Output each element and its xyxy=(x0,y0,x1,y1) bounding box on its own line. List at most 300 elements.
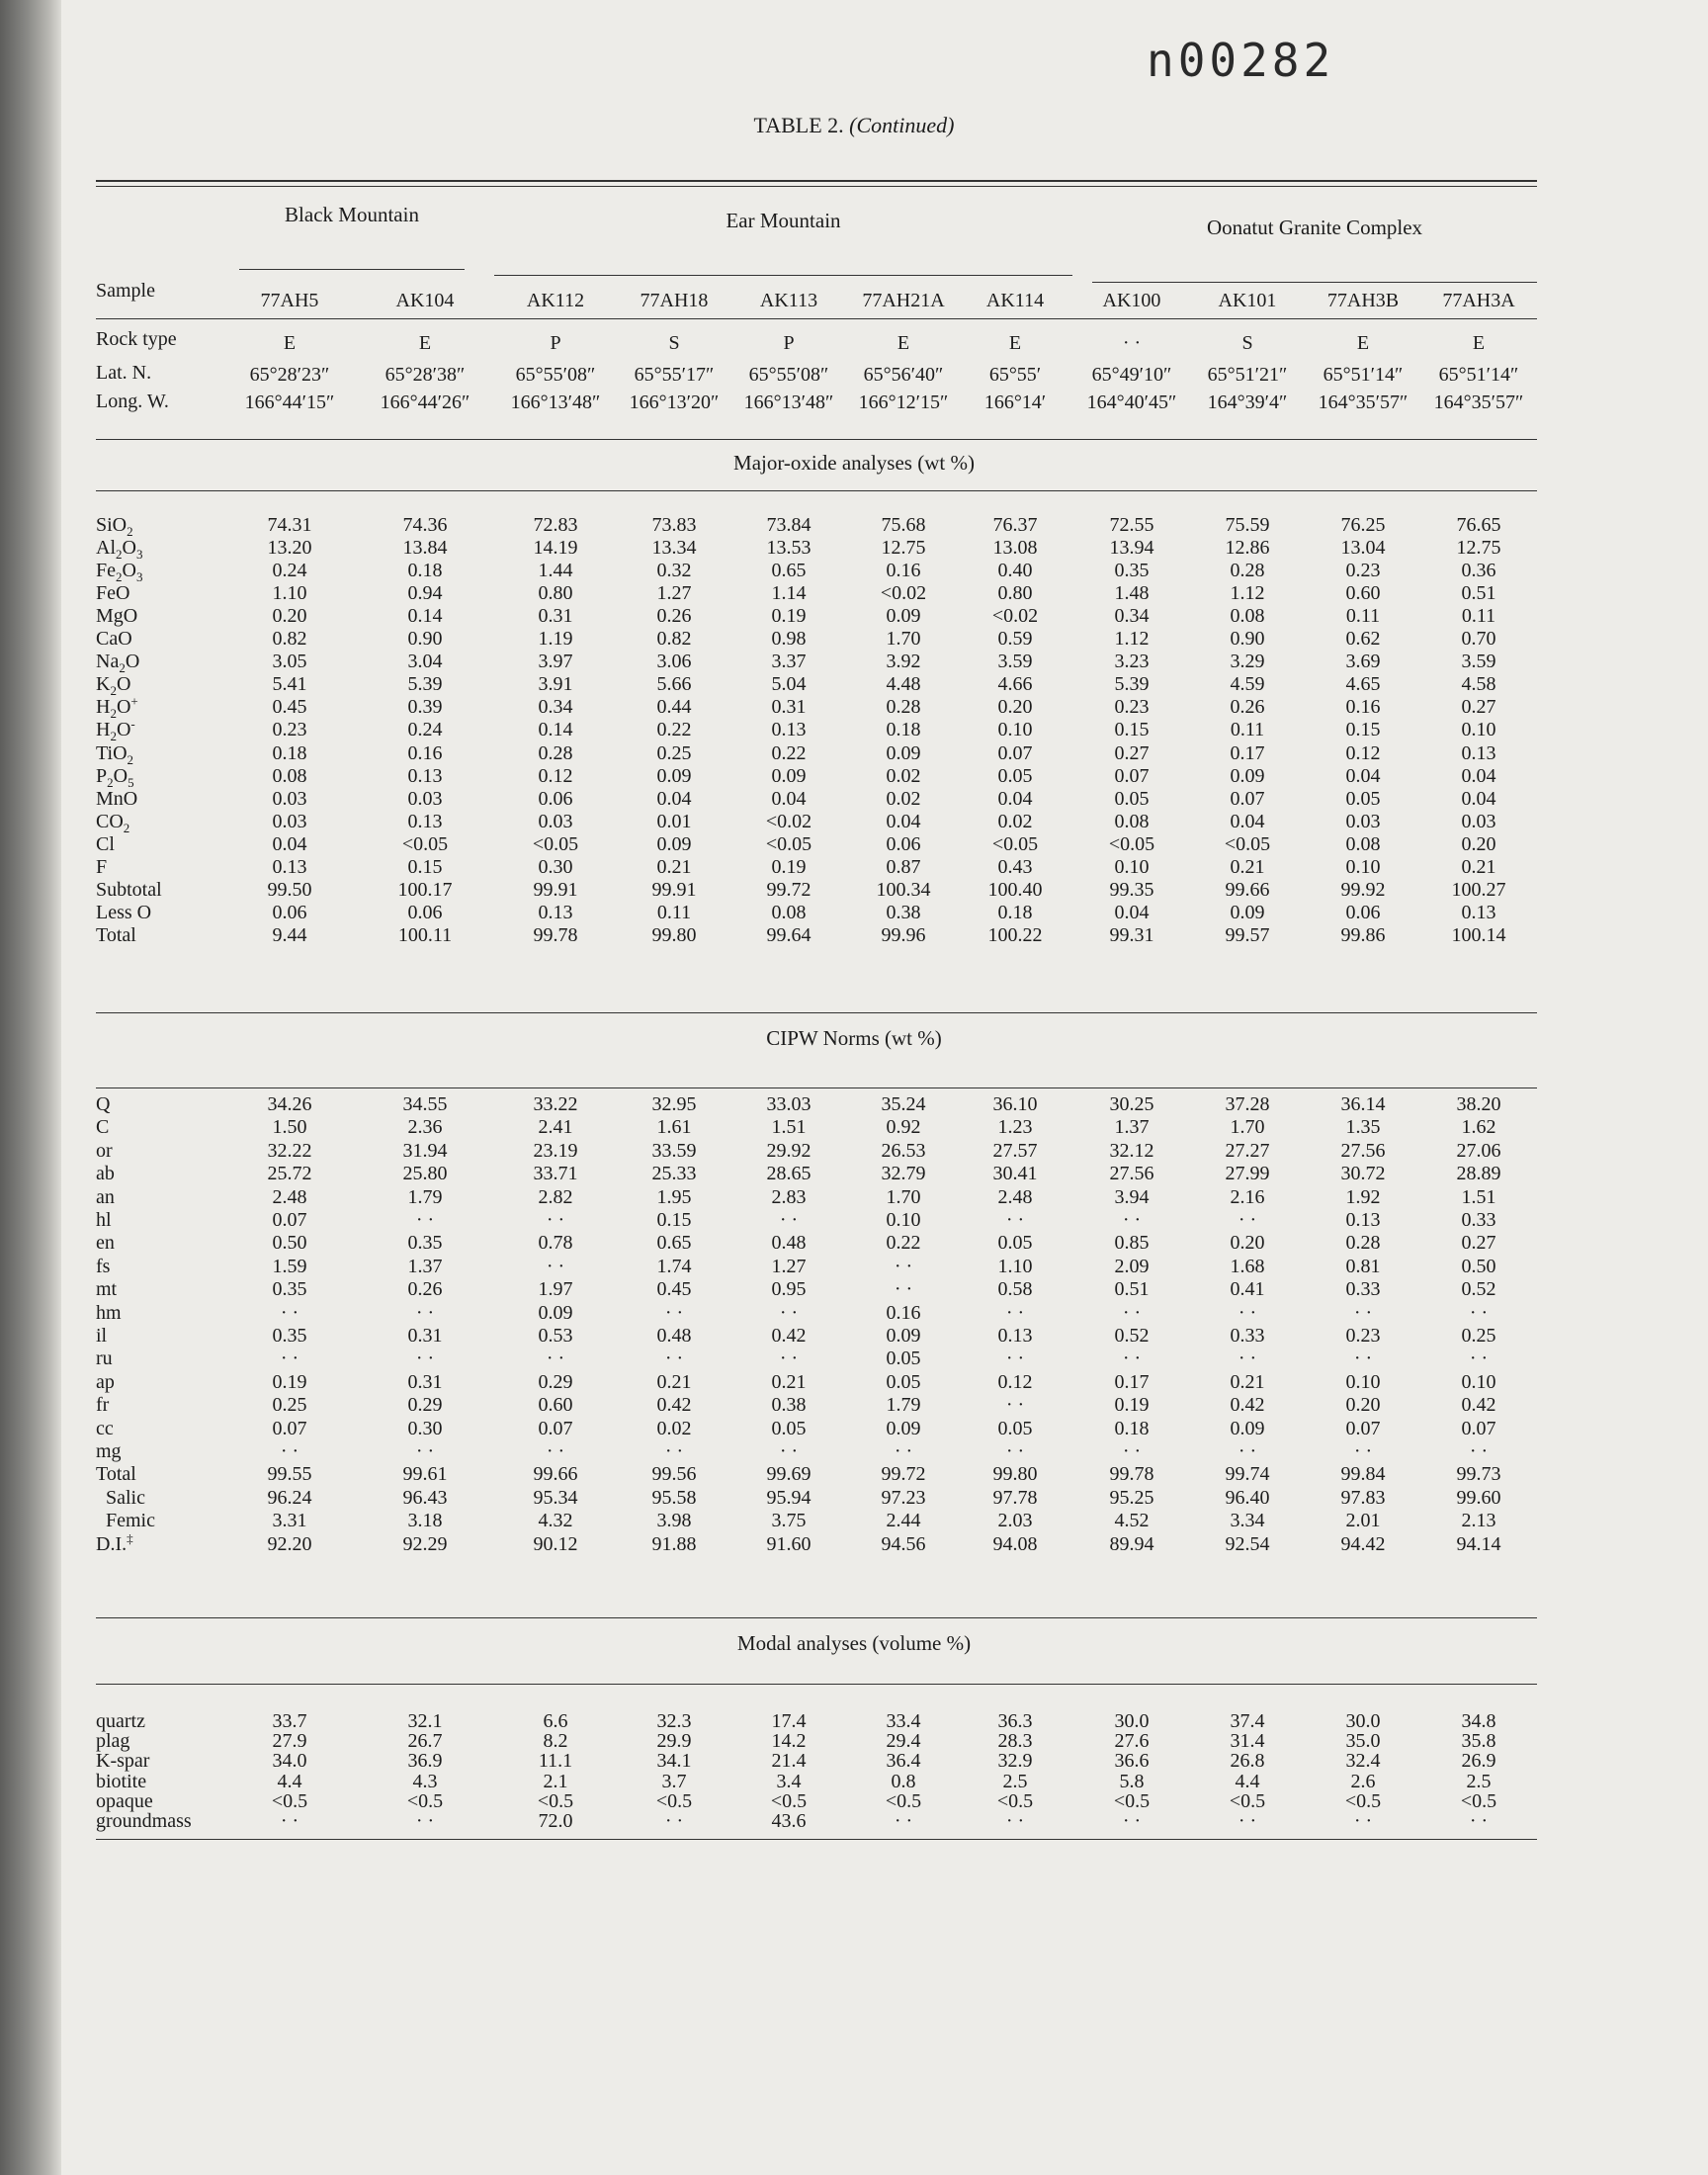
table-cell: 0.21 xyxy=(1461,856,1496,878)
table-cell: 5.41 xyxy=(272,673,307,695)
row-label: Long. W. xyxy=(96,391,169,412)
row-label: K-spar xyxy=(96,1750,150,1772)
table-cell: 0.05 xyxy=(997,1418,1033,1439)
table-cell: · · xyxy=(1353,1302,1373,1324)
row-label: $Fe_2O_3$ xyxy=(96,560,143,584)
table-cell: 0.21 xyxy=(771,1371,807,1393)
table-cell: 0.26 xyxy=(407,1278,443,1300)
table-cell: 0.08 xyxy=(1230,605,1265,627)
table-cell: 2.01 xyxy=(1345,1510,1381,1531)
longitude: 164°40′45″ xyxy=(1086,392,1177,413)
table-cell: · · xyxy=(1238,1348,1257,1369)
longitude: 164°35′57″ xyxy=(1433,392,1524,413)
table-cell: 29.4 xyxy=(886,1730,921,1752)
row-label: F xyxy=(96,856,108,878)
table-cell: 4.52 xyxy=(1114,1510,1150,1531)
table-cell: <0.02 xyxy=(991,605,1039,627)
table-cell: 12.75 xyxy=(881,537,926,559)
table-cell: 0.90 xyxy=(407,628,443,650)
table-cell: 0.26 xyxy=(1230,696,1265,718)
modal-analyses-section-title: Modal analyses (volume %) xyxy=(736,1631,972,1655)
sample-id: 77AH3A xyxy=(1442,290,1515,311)
table-cell: 73.84 xyxy=(766,514,811,536)
rule xyxy=(96,490,1537,491)
table-cell: 0.10 xyxy=(997,719,1033,740)
table-cell: 0.08 xyxy=(1345,833,1381,855)
table-caption xyxy=(0,113,1708,138)
table-cell: 0.03 xyxy=(272,811,307,832)
row-label: fs xyxy=(96,1256,111,1277)
table-cell: 0.50 xyxy=(1461,1256,1496,1277)
table-cell: 99.72 xyxy=(766,879,811,901)
table-cell: 0.82 xyxy=(272,628,307,650)
table-cell: 8.2 xyxy=(543,1730,568,1752)
table-cell: 0.05 xyxy=(771,1418,807,1439)
table-cell: 99.66 xyxy=(533,1463,578,1485)
table-cell: 100.40 xyxy=(987,879,1043,901)
table-cell: 25.80 xyxy=(402,1163,448,1184)
table-cell: · · xyxy=(1469,1302,1489,1324)
rock-type: P xyxy=(550,332,561,354)
table-cell: 0.12 xyxy=(997,1371,1033,1393)
table-cell: 0.13 xyxy=(407,811,443,832)
table-cell: 0.60 xyxy=(1345,582,1381,604)
table-cell: 0.04 xyxy=(1461,788,1496,810)
table-cell: <0.5 xyxy=(1344,1790,1382,1812)
table-cell: <0.5 xyxy=(885,1790,922,1812)
table-cell: 1.48 xyxy=(1114,582,1150,604)
table-cell: 0.07 xyxy=(272,1418,307,1439)
table-cell: 1.51 xyxy=(771,1116,807,1138)
row-label: Less O xyxy=(96,902,152,923)
table-cell: 95.94 xyxy=(766,1487,811,1509)
rock-type: E xyxy=(897,332,910,354)
table-cell: 26.53 xyxy=(881,1140,926,1162)
table-cell: 2.13 xyxy=(1461,1510,1496,1531)
table-cell: 0.25 xyxy=(272,1394,307,1416)
table-cell: 0.42 xyxy=(1230,1394,1265,1416)
table-cell: 33.71 xyxy=(533,1163,578,1184)
table-cell: 99.84 xyxy=(1340,1463,1386,1485)
table-cell: <0.05 xyxy=(401,833,449,855)
table-cell: 100.17 xyxy=(397,879,453,901)
row-label: Femic xyxy=(106,1510,155,1531)
table-cell: 0.85 xyxy=(1114,1232,1150,1254)
table-cell: 0.16 xyxy=(1345,696,1381,718)
table-cell: 0.04 xyxy=(1230,811,1265,832)
latitude: 65°28′23″ xyxy=(249,364,330,386)
table-cell: 0.27 xyxy=(1461,696,1496,718)
table-cell: 0.41 xyxy=(1230,1278,1265,1300)
table-cell: <0.05 xyxy=(765,833,812,855)
table-cell: 0.53 xyxy=(538,1325,573,1347)
table-cell: · · xyxy=(1122,1209,1142,1231)
latitude: 65°55′17″ xyxy=(634,364,715,386)
table-cell: 76.65 xyxy=(1456,514,1501,536)
table-cell: 0.16 xyxy=(407,742,443,764)
table-cell: 0.38 xyxy=(886,902,921,923)
table-cell: 28.3 xyxy=(997,1730,1033,1752)
sample-id: 77AH5 xyxy=(260,290,319,311)
row-label: Lat. N. xyxy=(96,362,152,384)
table-cell: 100.14 xyxy=(1451,924,1506,946)
table-cell: 0.03 xyxy=(538,811,573,832)
row-label: plag xyxy=(96,1730,130,1752)
table-cell: 92.29 xyxy=(402,1533,448,1555)
table-cell: 0.40 xyxy=(997,560,1033,581)
table-cell: 97.83 xyxy=(1340,1487,1386,1509)
table-cell: 0.32 xyxy=(656,560,692,581)
table-cell: · · xyxy=(1005,1394,1025,1416)
table-cell: <0.5 xyxy=(271,1790,308,1812)
table-cell: 0.17 xyxy=(1230,742,1265,764)
table-cell: 3.59 xyxy=(1461,651,1496,672)
rule xyxy=(96,318,1537,319)
table-cell: 2.36 xyxy=(407,1116,443,1138)
longitude: 166°13′48″ xyxy=(510,392,601,413)
table-cell: <0.05 xyxy=(1224,833,1271,855)
table-cell: 0.33 xyxy=(1345,1278,1381,1300)
table-cell: 0.22 xyxy=(771,742,807,764)
table-cell: · · xyxy=(664,1440,684,1462)
table-cell: 0.04 xyxy=(771,788,807,810)
rule xyxy=(96,1839,1537,1840)
table-cell: 14.2 xyxy=(771,1730,807,1752)
table-cell: 99.78 xyxy=(1109,1463,1154,1485)
group-underline xyxy=(494,275,1072,276)
row-label: FeO xyxy=(96,582,130,604)
table-cell: · · xyxy=(415,1440,435,1462)
table-cell: 0.65 xyxy=(656,1232,692,1254)
table-cell: 0.23 xyxy=(1345,1325,1381,1347)
table-cell: 100.27 xyxy=(1451,879,1506,901)
sample-id: AK114 xyxy=(985,290,1045,311)
table-cell: 94.56 xyxy=(881,1533,926,1555)
table-cell: 0.07 xyxy=(997,742,1033,764)
table-cell: 0.16 xyxy=(886,560,921,581)
table-cell: 99.31 xyxy=(1109,924,1154,946)
table-cell: 72.0 xyxy=(538,1810,573,1832)
table-cell: 75.59 xyxy=(1225,514,1270,536)
table-cell: 35.8 xyxy=(1461,1730,1496,1752)
table-cell: 0.13 xyxy=(1345,1209,1381,1231)
table-cell: 0.10 xyxy=(1461,1371,1496,1393)
table-cell: 0.09 xyxy=(886,1418,921,1439)
table-cell: 0.45 xyxy=(272,696,307,718)
rock-type: S xyxy=(668,332,680,354)
table-cell: 1.37 xyxy=(407,1256,443,1277)
table-cell: 0.38 xyxy=(771,1394,807,1416)
table-cell: 94.42 xyxy=(1340,1533,1386,1555)
table-cell: 0.13 xyxy=(407,765,443,787)
table-cell: 4.4 xyxy=(1235,1771,1260,1792)
row-label: D.I.‡ xyxy=(96,1530,133,1555)
table-cell: 0.70 xyxy=(1461,628,1496,650)
table-cell: 0.05 xyxy=(1345,788,1381,810)
table-cell: 33.03 xyxy=(766,1093,811,1115)
table-cell: 0.18 xyxy=(272,742,307,764)
table-cell: 4.59 xyxy=(1230,673,1265,695)
table-cell: 99.64 xyxy=(766,924,811,946)
table-cell: 99.50 xyxy=(267,879,312,901)
table-cell: 0.21 xyxy=(656,856,692,878)
rock-type: E xyxy=(283,332,297,354)
table-cell: 5.39 xyxy=(1114,673,1150,695)
table-cell: 0.94 xyxy=(407,582,443,604)
table-cell: 0.42 xyxy=(771,1325,807,1347)
table-cell: 0.62 xyxy=(1345,628,1381,650)
table-cell: 0.20 xyxy=(1230,1232,1265,1254)
table-cell: · · xyxy=(1469,1440,1489,1462)
table-cell: 0.05 xyxy=(997,765,1033,787)
table-cell: 0.15 xyxy=(1345,719,1381,740)
table-cell: · · xyxy=(415,1302,435,1324)
group-header: Oonatut Granite Complex xyxy=(1206,216,1423,239)
table-cell: 27.57 xyxy=(992,1140,1038,1162)
table-cell: 0.15 xyxy=(656,1209,692,1231)
table-cell: · · xyxy=(1353,1348,1373,1369)
longitude: 166°12′15″ xyxy=(858,392,949,413)
row-label: Total xyxy=(96,1463,136,1485)
rule xyxy=(96,439,1537,440)
table-cell: 0.33 xyxy=(1461,1209,1496,1231)
table-cell: · · xyxy=(1005,1810,1025,1832)
table-cell: 0.45 xyxy=(656,1278,692,1300)
table-cell: 99.55 xyxy=(267,1463,312,1485)
row-label: Subtotal xyxy=(96,879,162,901)
table-cell: 0.60 xyxy=(538,1394,573,1416)
table-cell: · · xyxy=(1122,1302,1142,1324)
table-cell: 0.80 xyxy=(538,582,573,604)
latitude: 65°55′08″ xyxy=(515,364,596,386)
table-cell: 0.28 xyxy=(1230,560,1265,581)
table-cell: 34.8 xyxy=(1461,1710,1496,1732)
table-cell: 0.21 xyxy=(656,1371,692,1393)
table-cell: 0.25 xyxy=(1461,1325,1496,1347)
table-cell: 92.20 xyxy=(267,1533,312,1555)
table-cell: 0.51 xyxy=(1114,1278,1150,1300)
table-cell: 0.04 xyxy=(1461,765,1496,787)
table-cell: 30.0 xyxy=(1345,1710,1381,1732)
sample-id: 77AH3B xyxy=(1326,290,1400,311)
table-cell: 0.02 xyxy=(656,1418,692,1439)
table-cell: 100.11 xyxy=(397,924,453,946)
table-cell: · · xyxy=(894,1278,913,1300)
longitude: 164°39′4″ xyxy=(1207,392,1288,413)
table-cell: 94.14 xyxy=(1456,1533,1501,1555)
table-cell: 36.14 xyxy=(1340,1093,1386,1115)
row-label: mt xyxy=(96,1278,118,1300)
table-cell: 13.34 xyxy=(651,537,697,559)
table-cell: 0.8 xyxy=(891,1771,916,1792)
table-cell: 5.66 xyxy=(656,673,692,695)
table-cell: 0.81 xyxy=(1345,1256,1381,1277)
table-cell: 0.20 xyxy=(997,696,1033,718)
table-cell: 0.05 xyxy=(997,1232,1033,1254)
sample-id: AK113 xyxy=(759,290,818,311)
table-cell: 29.92 xyxy=(766,1140,811,1162)
table-title: TABLE 2. xyxy=(753,113,844,137)
group-header: Black Mountain xyxy=(285,203,419,226)
row-label: Q xyxy=(96,1093,111,1115)
table-cell: 99.57 xyxy=(1225,924,1270,946)
table-cell: 0.15 xyxy=(1114,719,1150,740)
table-cell: 2.48 xyxy=(997,1186,1033,1208)
table-cell: 99.61 xyxy=(402,1463,448,1485)
table-cell: · · xyxy=(894,1810,913,1832)
sample-id: AK101 xyxy=(1218,290,1277,311)
rock-type: · · xyxy=(1122,332,1142,354)
table-cell: · · xyxy=(1353,1810,1373,1832)
table-cell: 0.13 xyxy=(1461,742,1496,764)
table-cell: 26.9 xyxy=(1461,1750,1496,1772)
longitude: 166°44′15″ xyxy=(244,392,335,413)
rock-type: E xyxy=(1472,332,1486,354)
table-caption-note: (Continued) xyxy=(849,113,955,137)
table-cell: 27.99 xyxy=(1225,1163,1270,1184)
rule xyxy=(96,1617,1537,1618)
table-cell: 1.68 xyxy=(1230,1256,1265,1277)
table-cell: 32.95 xyxy=(651,1093,697,1115)
longitude: 166°14′ xyxy=(983,392,1047,413)
table-cell: 4.65 xyxy=(1345,673,1381,695)
row-label: $Na_2O$ xyxy=(96,651,140,675)
table-cell: 0.10 xyxy=(1345,856,1381,878)
table-cell: 99.86 xyxy=(1340,924,1386,946)
table-cell: 0.30 xyxy=(538,856,573,878)
rule xyxy=(96,1012,1537,1013)
table-cell: 0.48 xyxy=(771,1232,807,1254)
table-cell: 100.34 xyxy=(876,879,931,901)
table-cell: <0.5 xyxy=(770,1790,808,1812)
table-cell: 95.34 xyxy=(533,1487,578,1509)
table-cell: 0.23 xyxy=(1114,696,1150,718)
table-cell: 73.83 xyxy=(651,514,697,536)
row-label: Total xyxy=(96,924,136,946)
table-cell: 12.75 xyxy=(1456,537,1501,559)
table-cell: 27.06 xyxy=(1456,1140,1501,1162)
table-cell: 0.04 xyxy=(272,833,307,855)
table-cell: · · xyxy=(1238,1209,1257,1231)
document-number: n00282 xyxy=(1147,34,1335,87)
table-cell: 38.20 xyxy=(1456,1093,1501,1115)
table-cell: · · xyxy=(546,1209,565,1231)
table-cell: 1.51 xyxy=(1461,1186,1496,1208)
table-cell: 32.1 xyxy=(407,1710,443,1732)
table-cell: 0.09 xyxy=(771,765,807,787)
longitude: 166°13′48″ xyxy=(743,392,834,413)
table-cell: 0.22 xyxy=(886,1232,921,1254)
table-cell: 0.07 xyxy=(538,1418,573,1439)
row-label: mg xyxy=(96,1440,122,1462)
table-cell: 95.25 xyxy=(1109,1487,1154,1509)
table-cell: 90.12 xyxy=(533,1533,578,1555)
row-label: groundmass xyxy=(96,1810,192,1832)
table-cell: 99.56 xyxy=(651,1463,697,1485)
table-cell: 0.25 xyxy=(656,742,692,764)
table-cell: 36.10 xyxy=(992,1093,1038,1115)
table-cell: · · xyxy=(664,1810,684,1832)
table-cell: 0.35 xyxy=(407,1232,443,1254)
table-cell: · · xyxy=(280,1440,299,1462)
table-cell: 95.58 xyxy=(651,1487,697,1509)
table-cell: 1.37 xyxy=(1114,1116,1150,1138)
table-cell: 1.44 xyxy=(538,560,573,581)
table-cell: · · xyxy=(779,1440,799,1462)
table-cell: 32.22 xyxy=(267,1140,312,1162)
table-cell: 0.44 xyxy=(656,696,692,718)
row-label: $Al_2O_3$ xyxy=(96,537,143,562)
table-cell: 3.31 xyxy=(272,1510,307,1531)
table-cell: 0.51 xyxy=(1461,582,1496,604)
table-cell: <0.5 xyxy=(996,1790,1034,1812)
table-cell: 0.03 xyxy=(272,788,307,810)
sample-id: AK100 xyxy=(1102,290,1161,311)
table-cell: 0.18 xyxy=(886,719,921,740)
table-cell: 3.37 xyxy=(771,651,807,672)
table-cell: 0.27 xyxy=(1114,742,1150,764)
table-cell: 0.12 xyxy=(538,765,573,787)
table-cell: 0.34 xyxy=(538,696,573,718)
table-cell: <0.5 xyxy=(1113,1790,1151,1812)
table-cell: 0.82 xyxy=(656,628,692,650)
table-cell: 99.96 xyxy=(881,924,926,946)
table-cell: · · xyxy=(1469,1810,1489,1832)
table-cell: 0.02 xyxy=(886,765,921,787)
table-cell: 1.59 xyxy=(272,1256,307,1277)
table-cell: · · xyxy=(779,1348,799,1369)
table-cell: 4.66 xyxy=(997,673,1033,695)
table-cell: 28.89 xyxy=(1456,1163,1501,1184)
table-cell: 32.12 xyxy=(1109,1140,1154,1162)
row-label: MgO xyxy=(96,605,138,627)
latitude: 65°51′21″ xyxy=(1207,364,1288,386)
table-cell: 0.23 xyxy=(1345,560,1381,581)
table-cell: 28.65 xyxy=(766,1163,811,1184)
table-cell: 14.19 xyxy=(533,537,578,559)
table-cell: 1.12 xyxy=(1114,628,1150,650)
table-cell: 36.3 xyxy=(997,1710,1033,1732)
table-cell: 0.20 xyxy=(1345,1394,1381,1416)
table-cell: 0.22 xyxy=(656,719,692,740)
table-cell: 0.10 xyxy=(886,1209,921,1231)
table-cell: 12.86 xyxy=(1225,537,1270,559)
row-label: MnO xyxy=(96,788,138,810)
table-cell: 0.11 xyxy=(1230,719,1265,740)
table-cell: 0.87 xyxy=(886,856,921,878)
table-cell: 3.59 xyxy=(997,651,1033,672)
table-cell: 0.07 xyxy=(1230,788,1265,810)
table-cell: 2.41 xyxy=(538,1116,573,1138)
table-cell: 0.14 xyxy=(538,719,573,740)
table-cell: 34.26 xyxy=(267,1093,312,1115)
table-cell: 76.37 xyxy=(992,514,1038,536)
table-cell: 0.90 xyxy=(1230,628,1265,650)
table-cell: 0.31 xyxy=(407,1371,443,1393)
table-cell: 0.35 xyxy=(272,1278,307,1300)
table-cell: 13.94 xyxy=(1109,537,1154,559)
table-cell: 2.44 xyxy=(886,1510,921,1531)
table-cell: 0.04 xyxy=(1345,765,1381,787)
table-cell: 0.27 xyxy=(1461,1232,1496,1254)
table-cell: 4.4 xyxy=(277,1771,302,1792)
table-cell: 0.06 xyxy=(538,788,573,810)
table-cell: 72.55 xyxy=(1109,514,1154,536)
table-cell: 1.92 xyxy=(1345,1186,1381,1208)
group-underline xyxy=(239,269,465,270)
table-cell: 32.4 xyxy=(1345,1750,1381,1772)
table-cell: 1.70 xyxy=(886,628,921,650)
